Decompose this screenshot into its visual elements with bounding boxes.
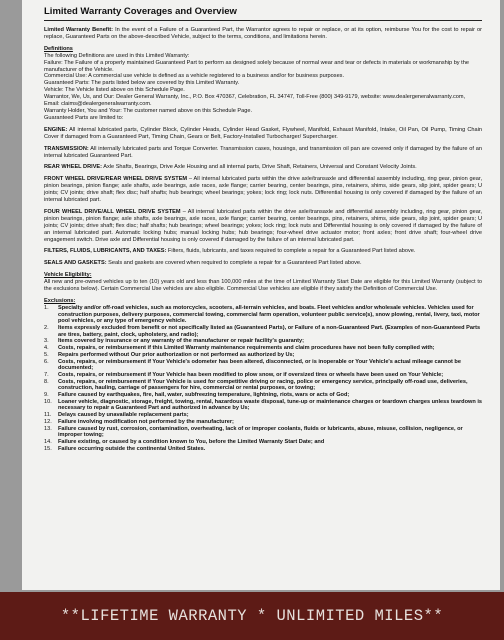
coverage-text: Seals and gaskets are covered when required to complete a repair for a Guaranteed Part listed above. [108,260,362,267]
exclusion-number: 4. [44,345,49,352]
exclusion-item [44,359,482,372]
exclusions-list [44,305,482,452]
exclusion-text: Failure caused by rust, corrosion, contamination, overheating, lack of or improper coolants, fluids or lubricants, abuse, misuse, collision, negligence, or improper towing; [58,425,463,439]
exclusion-text: Failure existing, or caused by a condition known to You, before the Limited Warranty Start Date; and [58,438,325,445]
coverage-text: – All internal lubricated parts within the drive axle/transaxle and differential assembly including, ring gear, pinion gear, pinion bearings, pinion flange; axle shafts, axle bearings, axle races, axle flange; carrier bearing, center bearings, pins, retainers, shims, side gears, slip joint, spider gears; U joints; CV joints; drive shaft; flex disc; half shafts; hub bearings; wheel bearings; yokes; lock ring; lock nuts and Differential housing is only covered if damaged by the failure of an internal lubricated part. Automatic locking hubs; manual locking hubs; hub bearings; four-wheel drive actuator motor; front axles; front drive shaft; four-wheel drive engagement switch. Drive axle and Differential housing is only covered if damaged by the failure of an internal lubricated part. [44,208,482,243]
exclusion-text: Specialty and/or off-road vehicles, such as motorcycles, scooters, all-terrain vehicles, and boats. Fleet vehicles and/or wholesale vehicles. Vehicles used for construction purposes, delivery purposes, commercial towing, commercial farm operation, volunteer public service(s), snow plowing, rental, livery, taxi, motor pool vehicles, or any type of emergency vehicle. [58,304,480,325]
eligibility-heading: Vehicle Eligibility: [44,272,92,279]
exclusion-item [44,352,482,359]
coverage-label: FRONT WHEEL DRIVE/REAR WHEEL DRIVE SYSTEM [44,176,188,183]
coverage-text: Axle Shafts, Bearings, Drive Axle Housing and all internal parts, Drive Shaft, Retainers, Universal and Constant Velocity Joints. [103,164,417,171]
exclusion-text: Failure involving modification not performed by the manufacturer; [58,418,234,425]
coverages-section [44,127,482,268]
exclusion-text: Loaner vehicle, diagnostic, storage, freight, towing, rental, hazardous waste disposal, tune-up or maintenance charges or teardown charges unless teardown is necessary to repair a Guaranteed Part and authorized in advance by Us; [58,398,482,412]
exclusion-number: 12. [44,418,52,425]
exclusion-text: Costs, repairs, or reimbursement if Your Vehicle's odometer has been altered, disconnected, or is inoperable or Your Vehicle's actual mileage cannot be documented; [58,358,461,372]
coverage-label: TRANSMISSION: [44,145,89,152]
exclusion-number: 2. [44,325,49,332]
definitions-intro: The following Definitions are used in this Limited Warranty: [44,52,190,59]
exclusion-text: Costs, repairs, or reimbursement if Your Vehicle has been modified to plow snow, or if oversized tires or wheels have been used on Your Vehicle; [58,371,444,378]
coverage-item [44,209,482,244]
coverage-text: All internal lubricated parts, Cylinder Block, Cylinder Heads, Cylinder Head Gasket, Flywheel, Manifold, Exhaust Manifold, Intake, Oil Pan, Oil Pump, Timing Chain Cover if damaged from a Guaranteed Part, Timing Chain, Gears or Belt, Factory-Installed Turbocharger/ Supercharger. [44,126,482,140]
coverage-text: – All internal lubricated parts within the drive axle/transaxle and differential assembly including, ring gear, pinion gear, pinion bearings, pinion flange; axle shafts, axle bearings, axle races, axle flange; carrier bearing, center bearings, pins, retainers, shims, side gears, slip joint, spider gears; U joints; CV joints; drive shaft; flex disc; half shafts; hub bearings; wheel bearings; yokes; lock ring; lock nuts. Differential housing is only covered if damaged by the failure of an internal lubricated part. [44,176,483,204]
definition-row: Commercial Use: A commercial use vehicle is defined as a vehicle registered to a business and/or for business purposes. [44,73,345,80]
exclusion-item [44,379,482,392]
coverage-item [44,248,482,255]
coverage-label: ENGINE: [44,126,68,133]
exclusion-item [44,345,482,352]
exclusion-item [44,446,482,453]
coverage-label: SEALS AND GASKETS: [44,260,107,267]
exclusion-number: 3. [44,338,49,345]
coverage-item [44,260,482,267]
exclusion-number: 1. [44,304,49,311]
exclusion-item [44,338,482,345]
definition-row: Vehicle: The Vehicle listed above on this Schedule Page. [44,87,185,94]
exclusion-text: Failure caused by earthquakes, fire, hail, water, subfreezing temperature, lightning, riots, wars or acts of God; [58,392,350,399]
coverage-text: Filters, fluids, lubricants, and taxes required to complete a repair for a Guaranteed Part listed above. [167,248,416,255]
coverage-label: REAR WHEEL DRIVE: [44,164,103,171]
exclusion-number: 11. [44,412,52,419]
definition-row: Warranty Holder, You and Your: The customer named above on this Schedule Page. [44,107,253,114]
eligibility-section [44,272,482,293]
exclusion-number: 5. [44,351,49,358]
definitions-list [44,60,482,122]
eligibility-text: All new and pre-owned vehicles up to ten (10) years old and less than 100,000 miles at the time of Limited Warranty Start Date are eligible for this Limited Warranty (subject to the exclusions below). Certain Commercial Use vehicles are also eligible. Commercial Use vehicles are eligible if they satisfy the Definition of Commercial Use. [44,279,482,293]
exclusion-text: Failure occurring outside the continental United States. [58,445,206,452]
exclusion-number: 7. [44,371,49,378]
coverage-item [44,164,482,171]
exclusion-item [44,439,482,446]
exclusions-heading: Exclusions: [44,298,76,304]
exclusion-item [44,412,482,419]
exclusion-number: 6. [44,358,49,365]
document-title: Limited Warranty Coverages and Overview [44,0,482,21]
definition-row: Warrantor, We, Us, and Our: Dealer General Warranty, Inc., P.O. Box 470367, Celebration, FL 34747, Toll-Free (800) 349-9179, website: www.dealergeneralwarranty.com, Email: claims@dealergeneralwarranty.com. [44,94,466,108]
promo-banner [0,592,504,640]
exclusion-item [44,426,482,439]
definition-row: Guaranteed Parts: The parts listed below are covered by this Limited Warranty. [44,80,240,87]
exclusion-number: 13. [44,425,52,432]
benefit-paragraph [44,27,482,41]
exclusion-text: Items covered by insurance or any warranty of the manufacturer or repair facility's guaranty; [58,338,304,345]
coverage-item [44,127,482,141]
exclusion-text: Costs, repairs, or reimbursement if Your Vehicle is used for competitive driving or racing, police or emergency service, principally off-road use, deliveries, construction, hauling, carriage of passengers for hire, commercial or rental purposes, or towing; [58,378,468,392]
exclusion-text: Repairs performed without Our prior authorization or not performed as authorized by Us; [58,351,295,358]
exclusion-text: Costs, repairs, or reimbursement if this Limited Warranty maintenance requirements and claim procedures have not been fully complied with; [58,345,435,352]
exclusion-number: 8. [44,378,49,385]
exclusion-item [44,392,482,399]
definition-row: Failure: The Failure of a properly maintained Guaranteed Part to perform as designed solely because of normal wear and tear or defects in materials or workmanship by the manufacturer of the Vehicle. [44,59,469,73]
definitions-section [44,46,482,122]
banner-text: **LIFETIME WARRANTY * UNLIMITED MILES** [60,607,444,625]
exclusion-number: 14. [44,438,52,445]
warranty-document [22,0,500,590]
exclusion-text: Items expressly excluded from benefit or not specifically listed as (Guaranteed Parts), or Failure of a non-Guaranteed Part. (Examples of non-Guaranteed Parts are tires, battery, paint, clock, upholstery, and radio); [58,325,481,338]
exclusion-item [44,325,482,338]
coverage-item [44,176,482,204]
exclusion-item [44,305,482,325]
exclusion-text: Delays caused by unavailable replacement parts; [58,412,189,419]
exclusion-number: 15. [44,445,52,452]
exclusions-section [44,298,482,452]
exclusion-number: 9. [44,392,49,399]
exclusion-number: 10. [44,398,52,405]
definitions-heading: Definitions [44,45,73,52]
coverage-text: All internally lubricated parts and Torque Converter. Transmission cases, housings, and transmission oil pan are covered only if damaged by the failure of an internal lubricated Guaranteed Part. [44,145,482,159]
exclusion-item [44,372,482,379]
coverage-label: FILTERS, FLUIDS, LUBRICANTS, AND TAXES: [44,248,167,255]
coverage-item [44,146,482,160]
definition-row: Guaranteed Parts are limited to: [44,114,124,121]
coverage-label: FOUR WHEEL DRIVE/ALL WHEEL DRIVE SYSTEM [44,208,181,215]
exclusion-item [44,419,482,426]
benefit-text: In the event of a Failure of a Guaranteed Part, the Warrantor agrees to repair or replace, or at its option, reimburse You for the cost to repair or replace, Guaranteed Parts on the above-described Vehicle, subject to the terms, conditions, and limitations herein. [44,27,483,40]
exclusion-item [44,399,482,412]
benefit-label: Limited Warranty Benefit: [44,27,113,33]
